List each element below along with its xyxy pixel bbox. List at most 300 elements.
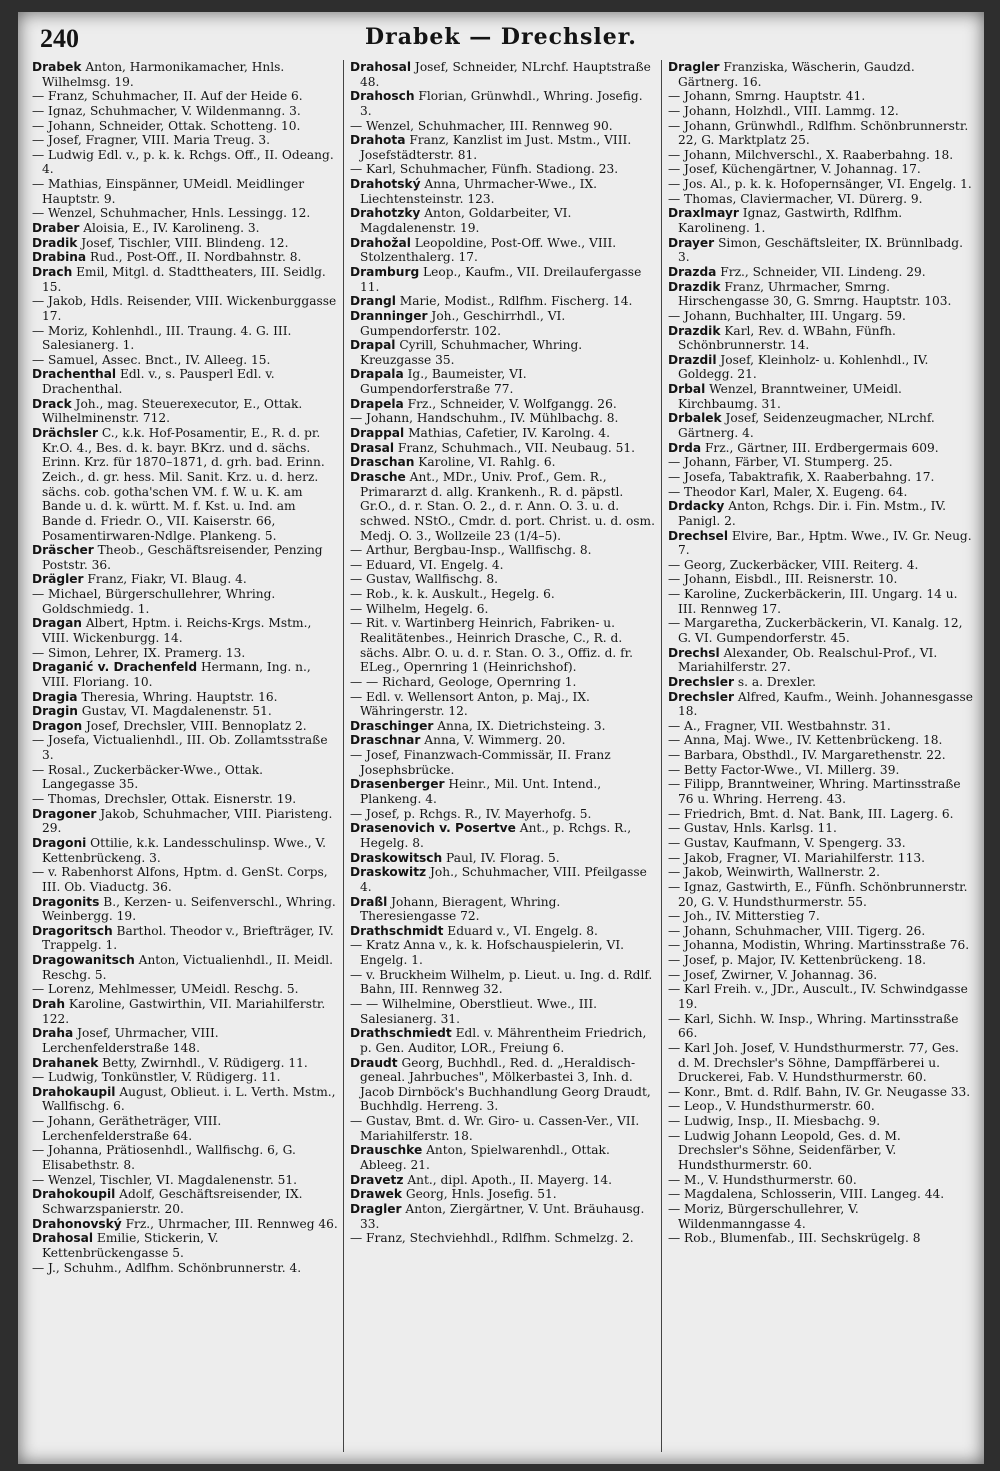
entry-surname: Drazdik (668, 279, 721, 294)
entry-text: — Joh., IV. Mitterstieg 7. (668, 909, 820, 924)
directory-entry (32, 997, 338, 1026)
entry-text: Edl. v., s. Pausperl Edl. v. Drachenthal. (42, 367, 275, 397)
entry-text: — Rit. v. Wartinberg Heinrich, Fabriken- u. Realitätenbes., Heinrich Drasche, C., R. d. sächs. Albr. O. u. d. r. Stan. O. 3., Offiz. d. fr. ELeg., Opernring 1 (Heinrichshof). (350, 616, 633, 675)
entry-surname: Draha (32, 1026, 74, 1041)
directory-entry (668, 851, 974, 866)
directory-entry (668, 1187, 974, 1202)
entry-surname: Drach (32, 264, 73, 279)
entry-text: Gustav, VI. Magdalenenstr. 51. (77, 704, 272, 719)
entry-text: Joh., Schuhmacher, VIII. Pfeilgasse 4. (360, 865, 647, 894)
entry-text: — Gustav, Wallfischg. 8. (350, 572, 499, 587)
directory-entry (668, 104, 974, 119)
entry-text: Adolf, Geschäftsreisender, IX. Schwarzspanierstr. 20. (42, 1187, 303, 1216)
directory-entry (668, 1202, 974, 1231)
entry-surname: Dragoni (32, 835, 87, 850)
directory-entry (668, 719, 974, 734)
directory-entry (668, 162, 974, 177)
directory-entry (668, 455, 974, 470)
directory-entry (32, 733, 338, 762)
entry-text: — Moriz, Bürgerschullehrer, V. Wildenmanngasse 4. (668, 1201, 859, 1231)
directory-entry (350, 968, 656, 997)
entry-surname: Drappal (350, 426, 405, 441)
directory-entry (668, 1041, 974, 1085)
directory-entry (32, 616, 338, 645)
entry-text: Cyrill, Schuhmacher, Whring. Kreuzgasse 35. (360, 338, 583, 367)
directory-entry (668, 119, 974, 148)
entry-surname: Dragoritsch (32, 923, 113, 938)
entry-text: — Josef, Finanzwach-Commissär, II. Franz Josephsbrücke. (350, 748, 611, 777)
entry-text: — Thomas, Drechsler, Ottak. Eisnerstr. 19. (32, 792, 297, 807)
directory-entry (350, 455, 656, 470)
entry-text: Anton, Goldarbeiter, VI. Magdalenenstr. 19. (360, 206, 572, 236)
directory-entry (668, 1231, 974, 1246)
entry-text: Aloisia, E., IV. Karolineng. 3. (79, 221, 260, 236)
directory-entry (668, 865, 974, 880)
entry-text: Ignaz, Gastwirth, Rdlfhm. Karolineng. 1. (678, 206, 903, 236)
entry-text: Anna, Uhrmacher-Wwe., IX. Liechtensteinstr. 123. (360, 177, 598, 206)
entry-surname: Drathschmiedt (350, 1026, 452, 1041)
entry-surname: Drechsler (668, 674, 735, 689)
directory-entry (350, 821, 656, 850)
entry-text: Simon, Geschäftsleiter, IX. Brünnlbadg. 3. (678, 235, 963, 265)
running-head: Drabek — Drechsler. (365, 24, 637, 50)
directory-entry (668, 1099, 974, 1114)
entry-text: — Thomas, Claviermacher, VI. Dürerg. 9. (668, 191, 923, 206)
directory-entry (668, 587, 974, 616)
entry-text: — Ludwig, Tonkünstler, V. Rüdigerg. 11. (32, 1070, 281, 1085)
entry-text: — M., V. Hundsthurmerstr. 60. (668, 1172, 857, 1187)
entry-text: Theresia, Whring. Hauptstr. 16. (77, 689, 278, 704)
entry-text: — Mathias, Einspänner, UMeidl. Meidlinger Hauptstr. 9. (32, 177, 305, 206)
entry-text: — Ignaz, Schuhmacher, V. Wildenmanng. 3. (32, 103, 301, 118)
entry-surname: Drasenberger (350, 777, 445, 792)
entry-text: — v. Rabenhorst Alfons, Hptm. d. GenSt. Corps, III. Ob. Viaductg. 36. (32, 865, 328, 894)
directory-entry (32, 426, 338, 543)
entry-text: — Jos. Al., p. k. k. Hofopernsänger, VI. Engelg. 1. (668, 177, 972, 192)
entry-text: Josef, Schneider, NLrchf. Hauptstraße 48. (360, 60, 651, 89)
entry-text: — — Wilhelmine, Oberstlieut. Wwe., III. Salesianerg. 31. (350, 997, 598, 1026)
entry-text: — Johann, Holzhdl., VIII. Lammg. 12. (668, 103, 899, 118)
directory-entry (350, 1231, 656, 1246)
entry-text: Elvire, Bar., Hptm. Wwe., IV. Gr. Neug. 7. (678, 528, 972, 558)
directory-entry (350, 162, 656, 177)
entry-text: — Kratz Anna v., k. k. Hofschauspielerin, VI. Engelg. 1. (350, 938, 625, 968)
directory-entry (32, 1056, 338, 1071)
directory-entry (668, 280, 974, 309)
entry-text: Edl. v. Mährentheim Friedrich, p. Gen. Auditor, LOR., Freiung 6. (360, 1026, 647, 1055)
entry-text: — Karl Freih. v., JDr., Auscult., IV. Schwindgasse 19. (668, 982, 968, 1011)
directory-entry (350, 1202, 656, 1231)
entry-text: — Johanna, Prätiosenhdl., Wallfischg. 6, G. Elisabethstr. 8. (32, 1143, 296, 1173)
entry-text: Anton, Harmonikamacher, Hnls. Wilhelmsg. 19. (42, 60, 285, 89)
directory-entry (668, 924, 974, 939)
directory-entry (350, 616, 656, 675)
directory-entry (32, 646, 338, 661)
entry-text: — Franz, Schuhmacher, II. Auf der Heide 6. (32, 89, 303, 104)
entry-surname: Draskowitz (350, 865, 427, 880)
entry-text: Leop., Kaufm., VII. Dreilaufergasse 11. (360, 264, 642, 294)
entry-text: Franz, Fiakr, VI. Blaug. 4. (83, 572, 247, 587)
directory-entry (350, 309, 656, 338)
entry-text: — Wenzel, Schuhmacher, Hnls. Lessingg. 12. (32, 206, 311, 221)
directory-entry (350, 924, 656, 939)
entry-text: — Johann, Milchverschl., X. Raaberbahng. 18. (668, 147, 954, 162)
entry-text: — Jakob, Fragner, VI. Mariahilferstr. 113. (668, 850, 925, 865)
entry-text: Josef, Uhrmacher, VIII. Lerchenfelderstraße 148. (42, 1026, 219, 1055)
directory-entry (668, 441, 974, 456)
column-middle (350, 60, 656, 1452)
entry-text: s. a. Drexler. (734, 674, 817, 689)
entry-text: — v. Bruckheim Wilhelm, p. Lieut. u. Ing. d. Rdlf. Bahn, III. Rennweg 32. (350, 967, 653, 997)
entry-text: — Filipp, Branntweiner, Whring. Martinsstraße 76 u. Whring. Herreng. 43. (668, 777, 961, 807)
entry-text: — Josef, Fragner, VIII. Maria Treug. 3. (32, 133, 271, 148)
entry-text: Eduard v., VI. Engelg. 8. (443, 923, 598, 938)
entry-text: Josef, Kleinholz- u. Kohlenhdl., IV. Goldegg. 21. (678, 352, 929, 382)
entry-text: — Leop., V. Hundsthurmerstr. 60. (668, 1099, 875, 1114)
entry-text: Joh., mag. Steuerexecutor, E., Ottak. Wilhelminenstr. 712. (42, 396, 303, 426)
entry-surname: Drauschke (350, 1143, 423, 1158)
directory-entry (668, 982, 974, 1011)
directory-entry (350, 938, 656, 967)
entry-text: — Jakob, Hdls. Reisender, VIII. Wickenburggasse 17. (32, 294, 337, 323)
entry-text: — Edl. v. Wellensort Anton, p. Maj., IX. Währingerstr. 12. (350, 689, 590, 719)
entry-text: — Johann, Eisbdl., III. Reisnerstr. 10. (668, 572, 898, 587)
entry-text: — Rob., k. k. Auskult., Hegelg. 6. (350, 587, 555, 602)
entry-text: — Ludwig Edl. v., p. k. k. Rchgs. Off., II. Odeang. 4. (32, 147, 334, 177)
directory-entry (350, 1056, 656, 1115)
entry-text: Ant., dipl. Apoth., II. Mayerg. 14. (403, 1172, 612, 1187)
directory-entry (32, 763, 338, 792)
entry-text: — Wilhelm, Hegelg. 6. (350, 601, 489, 616)
column-rule (661, 60, 662, 1452)
entry-text: — Josefa, Victualienhdl., III. Ob. Zollamtsstraße 3. (32, 733, 328, 763)
entry-surname: Dragler (668, 60, 720, 74)
directory-entry (32, 206, 338, 221)
directory-entry (668, 353, 974, 382)
entry-text: — A., Fragner, VII. Westbahnstr. 31. (668, 718, 891, 733)
entry-surname: Drabek (32, 60, 82, 74)
entry-text: — Karoline, Zuckerbäckerin, III. Ungarg. 14 u. III. Rennweg 17. (668, 587, 958, 616)
entry-text: August, Oblieut. i. L. Verth. Mstm., Wallfischg. 6. (42, 1084, 336, 1114)
directory-entry (350, 777, 656, 806)
directory-entry (668, 646, 974, 675)
directory-entry (668, 411, 974, 440)
directory-entry (668, 836, 974, 851)
entry-surname: Drahanek (32, 1055, 99, 1070)
directory-entry (350, 177, 656, 206)
entry-surname: Drahožal (350, 235, 411, 250)
entry-text: Anna, IX. Dietrichsteing. 3. (433, 718, 606, 733)
directory-entry (32, 1261, 338, 1276)
entry-surname: Dragon (32, 718, 83, 733)
directory-entry (668, 953, 974, 968)
entry-text: — Gustav, Kaufmann, V. Spengerg. 33. (668, 835, 906, 850)
entry-surname: Drahotzky (350, 206, 421, 221)
entry-surname: Drazdik (668, 323, 721, 338)
entry-text: Florian, Grünwhdl., Whring. Josefig. 3. (360, 89, 643, 118)
entry-text: — Arthur, Bergbau-Insp., Wallfischg. 8. (350, 543, 592, 558)
directory-entry (32, 1217, 338, 1232)
directory-entry (668, 382, 974, 411)
directory-entry (668, 309, 974, 324)
directory-entry (350, 895, 656, 924)
entry-surname: Dradik (32, 235, 78, 250)
directory-entry (350, 851, 656, 866)
entry-text: — Ludwig, Insp., II. Miesbachg. 9. (668, 1114, 881, 1129)
entry-surname: Draßl (350, 894, 388, 909)
entry-text: — Friedrich, Bmt. d. Nat. Bank, III. Lagerg. 6. (668, 806, 954, 821)
directory-entry (32, 690, 338, 705)
entry-text: Paul, IV. Florag. 5. (442, 850, 560, 865)
entry-text: — Konr., Bmt. d. Rdlf. Bahn, IV. Gr. Neugasse 33. (668, 1084, 971, 1099)
directory-entry (668, 909, 974, 924)
directory-entry (350, 294, 656, 309)
entry-surname: Drahota (350, 133, 406, 148)
directory-entry (668, 616, 974, 645)
directory-entry (668, 733, 974, 748)
directory-entry (32, 265, 338, 294)
entry-surname: Drasenovich v. Posertve (350, 821, 516, 836)
entry-surname: Drachenthal (32, 367, 117, 382)
directory-entry (350, 367, 656, 396)
entry-text: Alexander, Ob. Realschul-Prof., VI. Mariahilferstr. 27. (678, 645, 938, 675)
entry-text: — Eduard, VI. Engelg. 4. (350, 557, 504, 572)
entry-text: — Margaretha, Zuckerbäckerin, VI. Kanalg. 12, G. VI. Gumpendorferstr. 45. (668, 616, 963, 645)
directory-entry (350, 587, 656, 602)
directory-entry (668, 777, 974, 806)
entry-text: — Moriz, Kohlenhdl., III. Traung. 4. G. III. Salesianerg. 1. (32, 323, 292, 353)
entry-surname: Dramburg (350, 264, 420, 279)
entry-surname: Draschan (350, 455, 415, 470)
directory-entry (32, 353, 338, 368)
directory-entry (668, 821, 974, 836)
entry-text: Theob., Geschäftsreisender, Penzing Poststr. 36. (42, 543, 323, 572)
entry-text: — Josefa, Tabaktrafik, X. Raaberbahng. 17. (668, 469, 935, 484)
entry-text: — Lorenz, Mehlmesser, UMeidl. Reschg. 5. (32, 982, 299, 997)
directory-entry (668, 1173, 974, 1188)
entry-text: Marie, Modist., Rdlfhm. Fischerg. 14. (395, 294, 633, 309)
entry-text: Mathias, Cafetier, IV. Karolng. 4. (404, 426, 610, 441)
entry-text: Ottilie, k.k. Landesschulinsp. Wwe., V. Kettenbrückeng. 3. (42, 835, 327, 865)
entry-text: Frz., Schneider, VII. Lindeng. 29. (716, 264, 926, 279)
directory-entry (32, 1114, 338, 1143)
entry-text: — Karl Joh. Josef, V. Hundsthurmerstr. 77, Ges. d. M. Drechsler's Söhne, Dampffärberei u. Druckerei, Fab. V. Hundsthurmerstr. 60. (668, 1040, 959, 1085)
directory-entry (668, 236, 974, 265)
entry-text: Frz., Schneider, V. Wolfgangg. 26. (403, 396, 617, 411)
entry-text: Anton, Ziergärtner, V. Unt. Bräuhausg. 33. (360, 1201, 645, 1231)
directory-entry (350, 60, 656, 89)
directory-entry (350, 572, 656, 587)
directory-entry (32, 792, 338, 807)
entry-text: — Gustav, Bmt. d. Wr. Giro- u. Cassen-Ver., VII. Mariahilferstr. 18. (350, 1114, 640, 1143)
directory-entry (668, 558, 974, 573)
entry-surname: Dravetz (350, 1172, 404, 1187)
entry-text: Wenzel, Branntweiner, UMeidl. Kirchbaumg. 31. (678, 382, 902, 411)
directory-entry (32, 236, 338, 251)
entry-surname: Drawek (350, 1187, 402, 1202)
directory-entry (32, 1173, 338, 1188)
entry-text: — Gustav, Hnls. Karlsg. 11. (668, 821, 837, 836)
entry-text: B., Kerzen- u. Seifenverschl., Whring. Weinbergg. 19. (42, 894, 336, 924)
directory-entry (32, 719, 338, 734)
entry-text: — Johann, Buchhalter, III. Ungarg. 59. (668, 308, 906, 323)
entry-surname: Drdacky (668, 499, 725, 514)
entry-text: C., k.k. Hof-Posamentir, E., R. d. pr. Kr.O. 4., Bes. d. k. bayr. BKrz. und d. sächs. Erinn. Krz. für 1870–1871, d. grh. bad. Erinn. Zeich., d. gr. hess. Mil. Sanit. Krz. u. d. herz. sächs. cob. gotha'schen VM. f. W. u. K. am Bande u. d. k. württ. M. f. Kst. u. Ind. am Bande d. Friedr. O., VII. Kaiserstr. 66, Posamentirwaren-Ndlge. Plankeng. 5. (42, 426, 325, 543)
entry-text: Franz, Uhrmacher, Smrng. Hirschengasse 30, G. Smrng. Hauptstr. 103. (678, 279, 952, 309)
directory-entry (668, 265, 974, 280)
directory-entry (350, 558, 656, 573)
entry-surname: Drangl (350, 294, 396, 309)
directory-entry (350, 441, 656, 456)
entry-text: Albert, Hptm. i. Reichs-Krgs. Mstm., VIII. Wickenburgg. 14. (42, 616, 312, 645)
directory-entry (350, 1114, 656, 1143)
entry-text: — Jakob, Weinwirth, Wallnerstr. 2. (668, 865, 881, 880)
entry-surname: Dragoner (32, 806, 97, 821)
entry-text: Jakob, Schuhmacher, VIII. Piaristeng. 29. (42, 806, 333, 836)
directory-entry (350, 411, 656, 426)
directory-entry (668, 1085, 974, 1100)
entry-surname: Drah (32, 997, 66, 1011)
entry-surname: Dragonits (32, 894, 100, 909)
entry-text: Karoline, Gastwirthin, VII. Mariahilferstr. 122. (42, 997, 326, 1026)
entry-text: — Theodor Karl, Maler, X. Eugeng. 64. (668, 484, 908, 499)
directory-entry (32, 133, 338, 148)
directory-entry (668, 324, 974, 353)
entry-text: Karoline, VI. Rahlg. 6. (414, 455, 556, 470)
directory-entry (32, 89, 338, 104)
entry-text: — Betty Factor-Wwe., VI. Millerg. 39. (668, 762, 900, 777)
entry-text: Joh., Geschirrhdl., VI. Gumpendorferstr. 102. (360, 308, 566, 338)
entry-text: — Rosal., Zuckerbäcker-Wwe., Ottak. Langegasse 35. (32, 762, 264, 792)
entry-text: Barthol. Theodor v., Briefträger, IV. Trappelg. 1. (42, 923, 334, 953)
entry-text: — Wenzel, Tischler, VI. Magdalenenstr. 51. (32, 1172, 298, 1187)
directory-entry (32, 367, 338, 396)
entry-surname: Draskowitsch (350, 850, 443, 865)
directory-entry (350, 997, 656, 1026)
entry-text: — Josef, p. Major, IV. Kettenbrückeng. 18. (668, 953, 926, 968)
directory-entry (668, 938, 974, 953)
directory-entry (32, 807, 338, 836)
directory-entry (668, 572, 974, 587)
entry-surname: Drahokoupil (32, 1187, 116, 1202)
entry-text: Ig., Baumeister, VI. Gumpendorferstraße 77. (360, 367, 527, 397)
entry-text: Emilie, Stickerin, V. Kettenbrückengasse 5. (42, 1231, 219, 1260)
entry-text: Johann, Bieragent, Whring. Theresiengasse 72. (360, 894, 561, 924)
entry-text: Franziska, Wäscherin, Gaudzd. Gärtnerg. 16. (678, 60, 915, 89)
entry-text: — Johann, Schneider, Ottak. Schotteng. 10. (32, 118, 301, 133)
entry-surname: Dräscher (32, 543, 94, 558)
directory-entry (32, 660, 338, 689)
directory-entry (350, 119, 656, 134)
entry-text: — Barbara, Obsthdl., IV. Margarethenstr. 22. (668, 748, 946, 763)
directory-entry (668, 485, 974, 500)
directory-entry (32, 250, 338, 265)
entry-surname: Drapela (350, 396, 404, 411)
entry-text: Hermann, Ing. n., VIII. Floriang. 10. (42, 660, 311, 689)
entry-surname: Drack (32, 396, 72, 411)
directory-entry (32, 221, 338, 236)
directory-entry (32, 104, 338, 119)
directory-entry (668, 675, 974, 690)
entry-text: Georg, Buchhdl., Red. d. „Heraldisch-geneal. Jahrbuches", Mölkerbastei 3, Inh. d. Jacob Dirnböck's Buchhandlung Georg Draudt, Buchhdlg. Herreng. 3. (360, 1055, 651, 1114)
directory-entry (32, 324, 338, 353)
directory-entry (668, 470, 974, 485)
entry-surname: Drazdil (668, 352, 717, 367)
entry-surname: Drazda (668, 264, 717, 279)
entry-text: — Johann, Handschuhm., IV. Mühlbachg. 8. (350, 411, 619, 426)
column-rule (343, 60, 344, 1452)
directory-entry (350, 807, 656, 822)
directory-entry (350, 206, 656, 235)
entry-text: Georg, Hnls. Josefig. 51. (401, 1187, 557, 1202)
entry-text: Alfred, Kaufm., Weinh. Johannesgasse 18. (678, 689, 973, 719)
directory-entry (350, 133, 656, 162)
directory-entry (32, 953, 338, 982)
entry-text: Josef, Seidenzeugmacher, NLrchf. Gärtnerg. 4. (678, 411, 935, 441)
directory-entry (668, 206, 974, 235)
column-left (32, 60, 338, 1452)
entry-text: Rud., Post-Off., II. Nordbahnstr. 8. (86, 250, 302, 265)
entry-text: Anna, V. Wimmerg. 20. (420, 733, 566, 748)
entry-text: — Ignaz, Gastwirth, E., Fünfh. Schönbrunnerstr. 20, G. V. Hundsthurmerstr. 55. (668, 879, 968, 909)
entry-text: Franz, Kanzlist im Just. Mstm., VIII. Josefstädterstr. 81. (360, 133, 632, 162)
directory-entry (668, 60, 974, 89)
directory-entry (32, 1187, 338, 1216)
entry-text: — Anna, Maj. Wwe., IV. Kettenbrückeng. 18. (668, 733, 943, 748)
entry-surname: Drapala (350, 367, 404, 382)
entry-surname: Drda (668, 440, 702, 455)
entry-text: Josef, Drechsler, VIII. Bennoplatz 2. (82, 718, 307, 733)
directory-entry (668, 1012, 974, 1041)
entry-text: Ant., MDr., Univ. Prof., Gem. R., Primararzt d. allg. Krankenh., R. d. päpstl. Gr.O., d. r. Stan. O. 2., d. r. Ann. O. 3. u. d. schwed. NStO., Cmdr. d. port. Christ. u. d. osm. Medj. O. 3., Wollzeile 23 (1/4–5). (360, 469, 655, 543)
directory-entry (32, 1026, 338, 1055)
directory-entry (32, 836, 338, 865)
directory-entry (668, 529, 974, 558)
entry-surname: Draganić v. Drachenfeld (32, 660, 198, 675)
entry-text: — Johann, Grünwhdl., Rdlfhm. Schönbrunnerstr. 22, G. Marktplatz 25. (668, 118, 969, 148)
entry-surname: Dranninger (350, 308, 428, 323)
entry-surname: Dragin (32, 704, 78, 719)
entry-text: — Karl, Schuhmacher, Fünfh. Stadiong. 23. (350, 162, 619, 177)
directory-entry (32, 1143, 338, 1172)
directory-entry (668, 748, 974, 763)
directory-entry (350, 690, 656, 719)
entry-surname: Dragler (350, 1201, 402, 1216)
entry-surname: Draxlmayr (668, 206, 739, 221)
directory-entry (32, 865, 338, 894)
directory-entry (350, 89, 656, 118)
entry-surname: Drächsler (32, 426, 98, 441)
entry-text: — Josef, Zwirner, V. Johannag. 36. (668, 967, 878, 982)
directory-entry (668, 690, 974, 719)
directory-entry (668, 807, 974, 822)
entry-surname: Drayer (668, 235, 715, 250)
directory-entry (668, 89, 974, 104)
directory-entry (350, 426, 656, 441)
directory-entry (350, 1173, 656, 1188)
directory-entry (668, 177, 974, 192)
directory-columns (32, 60, 976, 1452)
entry-surname: Drägler (32, 572, 84, 587)
directory-entry (350, 543, 656, 558)
directory-entry (350, 338, 656, 367)
entry-surname: Draschinger (350, 718, 434, 733)
directory-entry (32, 294, 338, 323)
entry-text: — — Richard, Geologe, Opernring 1. (350, 674, 577, 689)
entry-text: Leopoldine, Post-Off. Wwe., VIII. Stolzenthalerg. 17. (360, 235, 617, 265)
entry-surname: Drathschmidt (350, 923, 444, 938)
entry-surname: Drechsel (668, 528, 728, 543)
